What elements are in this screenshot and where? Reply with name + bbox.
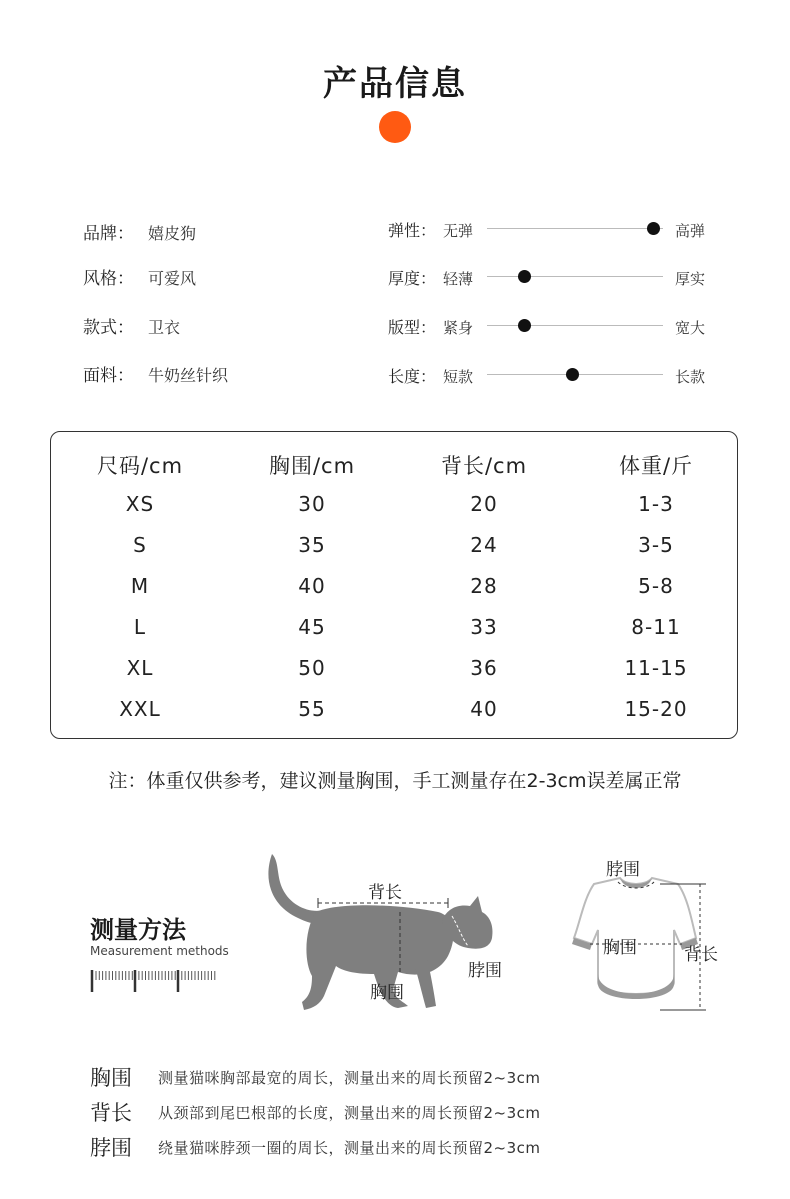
type-label: 款式： — [83, 318, 134, 338]
table-cell: 20 — [470, 492, 498, 516]
table-cell: 8-11 — [631, 615, 681, 639]
table-cell: 1-3 — [638, 492, 674, 516]
style-value: 可爱风 — [148, 269, 197, 288]
table-cell: 36 — [470, 656, 498, 680]
thickness-max: 厚实 — [675, 270, 706, 288]
table-cell: 24 — [470, 533, 498, 557]
elasticity-track — [487, 228, 663, 229]
table-cell: 40 — [298, 574, 326, 598]
cat-chest-label: 胸围 — [370, 983, 404, 1003]
table-cell: 5-8 — [638, 574, 674, 598]
table-cell: 30 — [298, 492, 326, 516]
table-cell: 55 — [298, 697, 326, 721]
table-cell: XXL — [119, 697, 161, 721]
brand-label: 品牌： — [83, 224, 134, 244]
table-cell: XS — [125, 492, 155, 516]
table-cell: L — [133, 615, 147, 639]
brand-value: 嬉皮狗 — [148, 224, 197, 243]
header-back: 背长/cm — [440, 454, 528, 478]
elasticity-min: 无弹 — [443, 222, 474, 240]
table-cell: 33 — [470, 615, 498, 639]
definition-text: 从颈部到尾巴根部的长度，测量出来的周长预留2~3cm — [158, 1104, 541, 1122]
ruler-icon — [90, 968, 218, 994]
table-cell: 45 — [298, 615, 326, 639]
definition-term: 背长 — [90, 1101, 132, 1125]
table-cell: 40 — [470, 697, 498, 721]
fit-min: 紧身 — [443, 319, 474, 337]
header-chest: 胸围/cm — [268, 454, 356, 478]
accent-dot — [379, 111, 411, 143]
length-knob — [566, 368, 579, 381]
header-weight: 体重/斤 — [618, 454, 694, 478]
table-cell: 11-15 — [624, 656, 688, 680]
definition-term: 脖围 — [90, 1136, 132, 1160]
elasticity-knob — [647, 222, 660, 235]
type-value: 卫衣 — [148, 318, 181, 337]
thickness-label: 厚度： — [388, 269, 437, 288]
shirt-back-label: 背长 — [684, 945, 718, 965]
style-label: 风格： — [83, 269, 134, 289]
table-cell: M — [130, 574, 150, 598]
elasticity-max: 高弹 — [675, 222, 706, 240]
fit-knob — [518, 319, 531, 332]
measurement-title: 测量方法 — [90, 916, 186, 944]
table-cell: XL — [126, 656, 154, 680]
table-cell: 35 — [298, 533, 326, 557]
fabric-value: 牛奶丝针织 — [148, 366, 229, 385]
thickness-knob — [518, 270, 531, 283]
length-min: 短款 — [443, 368, 474, 386]
definition-text: 绕量猫咪脖颈一圈的周长，测量出来的周长预留2~3cm — [158, 1139, 541, 1157]
disclaimer-note: 注：体重仅供参考，建议测量胸围，手工测量存在2-3cm误差属正常 — [108, 770, 682, 792]
cat-neck-label: 脖围 — [468, 961, 502, 981]
table-cell: 28 — [470, 574, 498, 598]
shirt-chest-label: 胸围 — [603, 938, 637, 958]
thickness-min: 轻薄 — [443, 270, 474, 288]
definition-text: 测量猫咪胸部最宽的周长，测量出来的周长预留2~3cm — [158, 1069, 541, 1087]
table-cell: S — [133, 533, 147, 557]
length-label: 长度： — [388, 367, 437, 386]
fit-label: 版型： — [388, 318, 437, 337]
table-cell: 50 — [298, 656, 326, 680]
measurement-subtitle: Measurement methods — [90, 944, 229, 958]
cat-back-label: 背长 — [368, 883, 402, 903]
fit-track — [487, 325, 663, 326]
length-max: 长款 — [675, 368, 706, 386]
table-cell: 15-20 — [624, 697, 688, 721]
thickness-track — [487, 276, 663, 277]
fabric-label: 面料： — [83, 366, 134, 386]
table-cell: 3-5 — [638, 533, 674, 557]
fit-max: 宽大 — [675, 319, 706, 337]
shirt-neck-label: 脖围 — [606, 860, 640, 880]
elasticity-label: 弹性： — [388, 221, 437, 240]
page-title: 产品信息 — [323, 64, 467, 104]
header-size: 尺码/cm — [96, 454, 184, 478]
definition-term: 胸围 — [90, 1066, 132, 1090]
